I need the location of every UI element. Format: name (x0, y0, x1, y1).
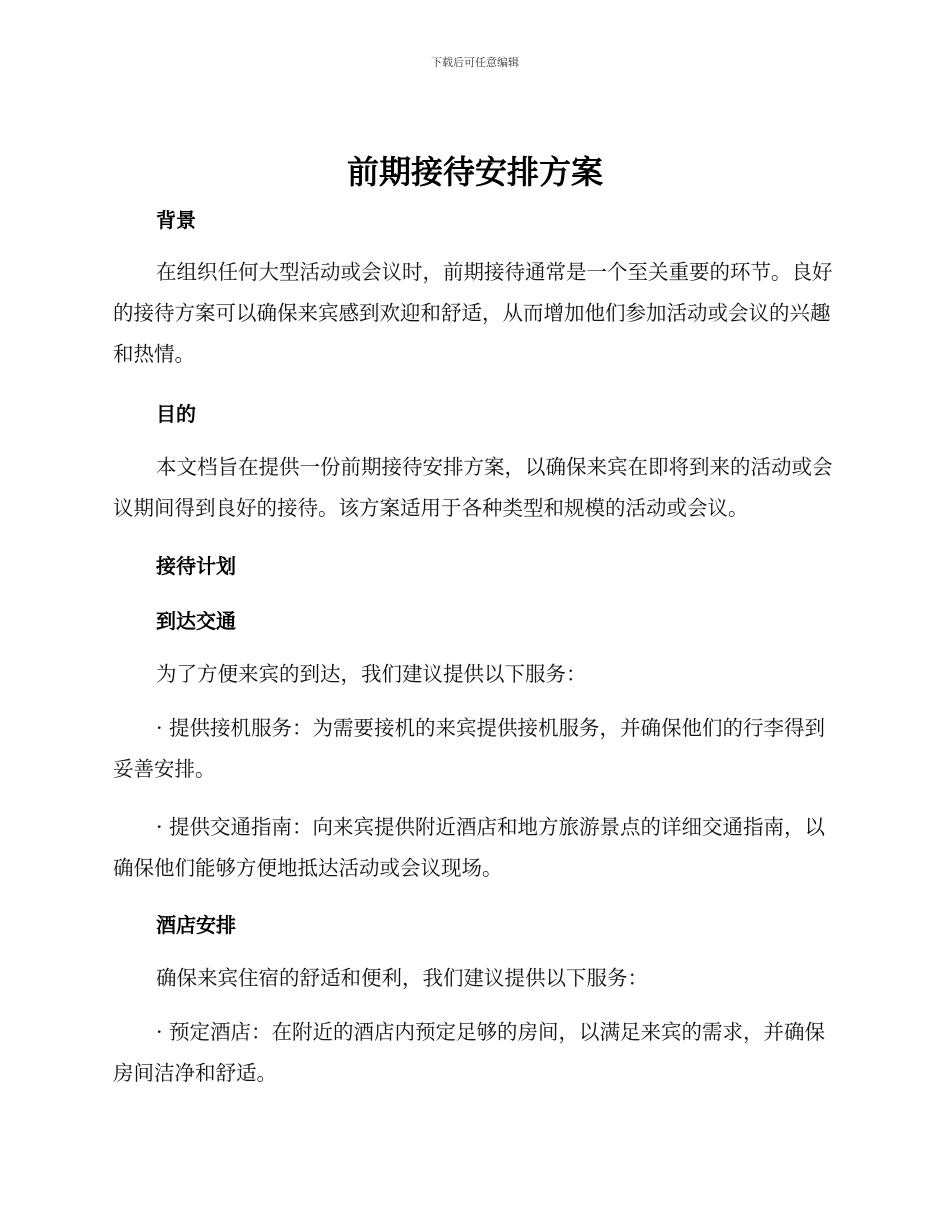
background-paragraph: 在组织任何大型活动或会议时，前期接待通常是一个至关重要的环节。良好的接待方案可以确保来宾感到欢迎和舒适，从而增加他们参加活动或会议的兴趣和热情。 (113, 260, 833, 366)
section-heading-plan: 接待计划 (156, 554, 236, 578)
section-heading-background: 背景 (156, 208, 196, 232)
hotel-item-booking: · 预定酒店：在附近的酒店内预定足够的房间，以满足来宾的需求，并确保房间洁净和舒适。 (113, 1020, 826, 1085)
transport-item-airport-pickup: · 提供接机服务：为需要接机的来宾提供接机服务，并确保他们的行李得到妥善安排。 (113, 716, 826, 781)
subsection-heading-hotel: 酒店安排 (156, 913, 236, 937)
subsection-heading-transport: 到达交通 (156, 609, 236, 633)
document-title: 前期接待安排方案 (346, 153, 603, 191)
page-header-note: 下载后可任意编辑 (431, 56, 519, 69)
transport-intro-paragraph: 为了方便来宾的到达，我们建议提供以下服务： (156, 662, 587, 686)
section-heading-purpose: 目的 (156, 402, 196, 426)
transport-item-traffic-guide: · 提供交通指南：向来宾提供附近酒店和地方旅游景点的详细交通指南，以确保他们能够方便地抵达活动或会议现场。 (113, 815, 826, 880)
purpose-paragraph: 本文档旨在提供一份前期接待安排方案，以确保来宾在即将到来的活动或会议期间得到良好的接待。该方案适用于各种类型和规模的活动或会议。 (113, 455, 833, 520)
hotel-intro-paragraph: 确保来宾住宿的舒适和便利，我们建议提供以下服务： (156, 966, 648, 990)
